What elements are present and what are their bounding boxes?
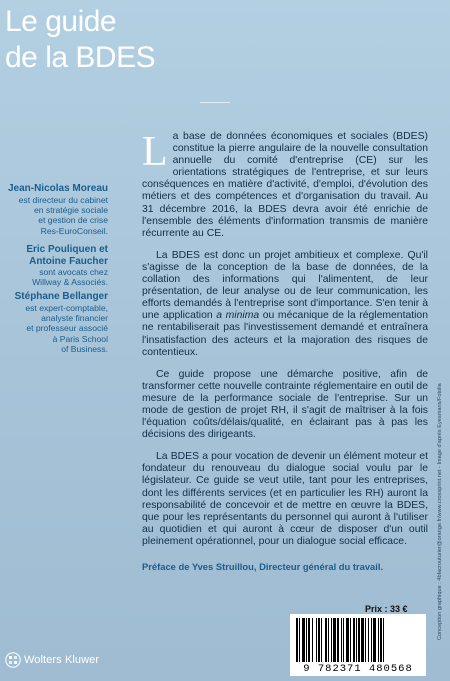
blurb-paragraph-1 (142, 131, 428, 240)
title-line-2: de la BDES (5, 41, 156, 74)
author-desc-line: Res-EuroConseil. (40, 225, 108, 236)
barcode-bar (318, 618, 320, 662)
barcode-bar (337, 618, 339, 662)
barcode-bars (296, 618, 420, 662)
author-name: Stéphane Bellanger (14, 291, 108, 302)
author-desc-line: à Paris School (52, 333, 108, 344)
barcode-bar (353, 618, 355, 662)
barcode-bar (341, 618, 342, 662)
barcode-bar (350, 618, 351, 662)
publisher-logo (5, 652, 99, 668)
blurb-text (142, 131, 428, 558)
barcode-bar (308, 618, 310, 662)
author-desc-line: est expert-comptable, (25, 302, 108, 313)
author-desc-line: et gestion de crise (38, 215, 108, 226)
author-desc-line: est directeur du cabinet (18, 194, 108, 205)
author-name: Eric Pouliquen et (26, 244, 108, 255)
barcode-bar (306, 618, 307, 662)
barcode-bar (383, 618, 384, 662)
blurb-paragraph-2 (142, 250, 428, 359)
barcode-bar (358, 618, 360, 662)
barcode-bar (343, 618, 344, 662)
blurb-paragraph-4: La BDES a pour vocation de devenir un élément moteur et fondateur du renouveau du dialogue social voulu par le législateur. Ce guide se veut utile, tant pour les entreprises, dont les différents services (et en particulier les RH) auront la responsabilité de concevoir et de mettre en œuvre la BDES, que pour les représentants du personnel qui auront à l'utiliser au quotidien et qui auront à cœur de disposer d'un outil pleinement opérationnel, pour un dialogue social efficace. (142, 451, 428, 547)
wolters-kluwer-logo-icon (5, 652, 21, 668)
barcode-bar (361, 618, 364, 662)
isbn-number: 9 782371 480568 (303, 663, 413, 675)
barcode-bar (331, 618, 332, 662)
decorative-line (200, 102, 230, 103)
author-bio-3 (0, 291, 108, 355)
title-line-1: Le guide (5, 5, 117, 38)
barcode (290, 614, 426, 676)
paragraph-text: a base de données économiques et sociales (BDES) constitue la pierre angulaire de la nouvelle consultation annuelle du comité d'entreprise (CE) sur les orientations stratégiques de l'entreprise, et sur leurs conséquences en matière d'activité, d'emploi, d'évolution des métiers et des compétences et d'organisation du travail. Au 31 décembre 2016, la BDES devra avoir été enrichie de l'ensemble des éléments d'information transmis de manière récurrente au CE. (142, 131, 428, 239)
author-desc-line: analyste financier (41, 312, 108, 323)
barcode-bar (299, 618, 300, 662)
barcode-bar (316, 618, 317, 662)
credit-text: Conception graphique : 4bfacrouturier@orange.fr/www.crossprint.net - Image d'après Eyesmaris/Fotolia (437, 383, 443, 640)
barcode-bar (296, 618, 298, 662)
barcode-bar (346, 618, 349, 662)
barcode-bar (371, 618, 372, 662)
preface-line: Préface de Yves Struillou, Directeur général du travail. (142, 561, 384, 572)
barcode-bar (321, 618, 322, 662)
barcode-bar (373, 618, 376, 662)
author-desc-line: of Business. (61, 344, 108, 355)
author-bio-2 (0, 244, 108, 288)
barcode-bar (380, 618, 382, 662)
blurb-paragraph-3: Ce guide propose une démarche positive, afin de transformer cette nouvelle contrainte réglementaire en outil de mesure de la performance sociale de l'entreprise. Sur un mode de gestion de projet RH, il s'agit de maîtriser à la fois l'équation coûts/délais/qualité, en éclairant pas à pas les décisions des dirigeants. (142, 368, 428, 441)
barcode-bar (328, 618, 329, 662)
author-desc-line: sont avocats chez (39, 267, 108, 277)
emphasis-text: a minima (216, 310, 260, 322)
price-label: Prix : 33 € (365, 604, 408, 614)
publisher-name: Wolters Kluwer (24, 654, 100, 666)
barcode-bar (302, 618, 305, 662)
author-name: Jean-Nicolas Moreau (7, 183, 108, 194)
author-name: Antoine Faucher (29, 255, 108, 267)
barcode-bar (333, 618, 336, 662)
author-desc-line: et professeur associé (26, 323, 108, 334)
author-bio-1 (0, 183, 108, 236)
barcode-bar (356, 618, 357, 662)
paragraph-text: ou mécanique de la réglementation ne rentabiliserait pas l'investissement demandé et entraînera l'insatisfaction des acteurs et la majoration des risques de contentieux. (142, 310, 428, 358)
barcode-bar (368, 618, 369, 662)
barcode-bar (378, 618, 379, 662)
paragraph-text: La BDES est donc un projet ambitieux et complexe. Qu'il s'agisse de la conception de la base de données, de la collation des informations qui l'alimentent, de leur présentation, de leur analyse ou de leur communication, les efforts demandés à l'entreprise sont d'importance. S'en tenir à une application (142, 249, 428, 322)
design-credit (428, 383, 443, 640)
author-desc-line: Willway & Associés. (32, 277, 108, 288)
barcode-bar (325, 618, 327, 662)
book-title (5, 4, 155, 76)
barcode-bar (312, 618, 313, 662)
barcode-bar (365, 618, 366, 662)
author-desc-line: en stratégie sociale (33, 204, 108, 215)
drop-cap: L (142, 129, 168, 175)
